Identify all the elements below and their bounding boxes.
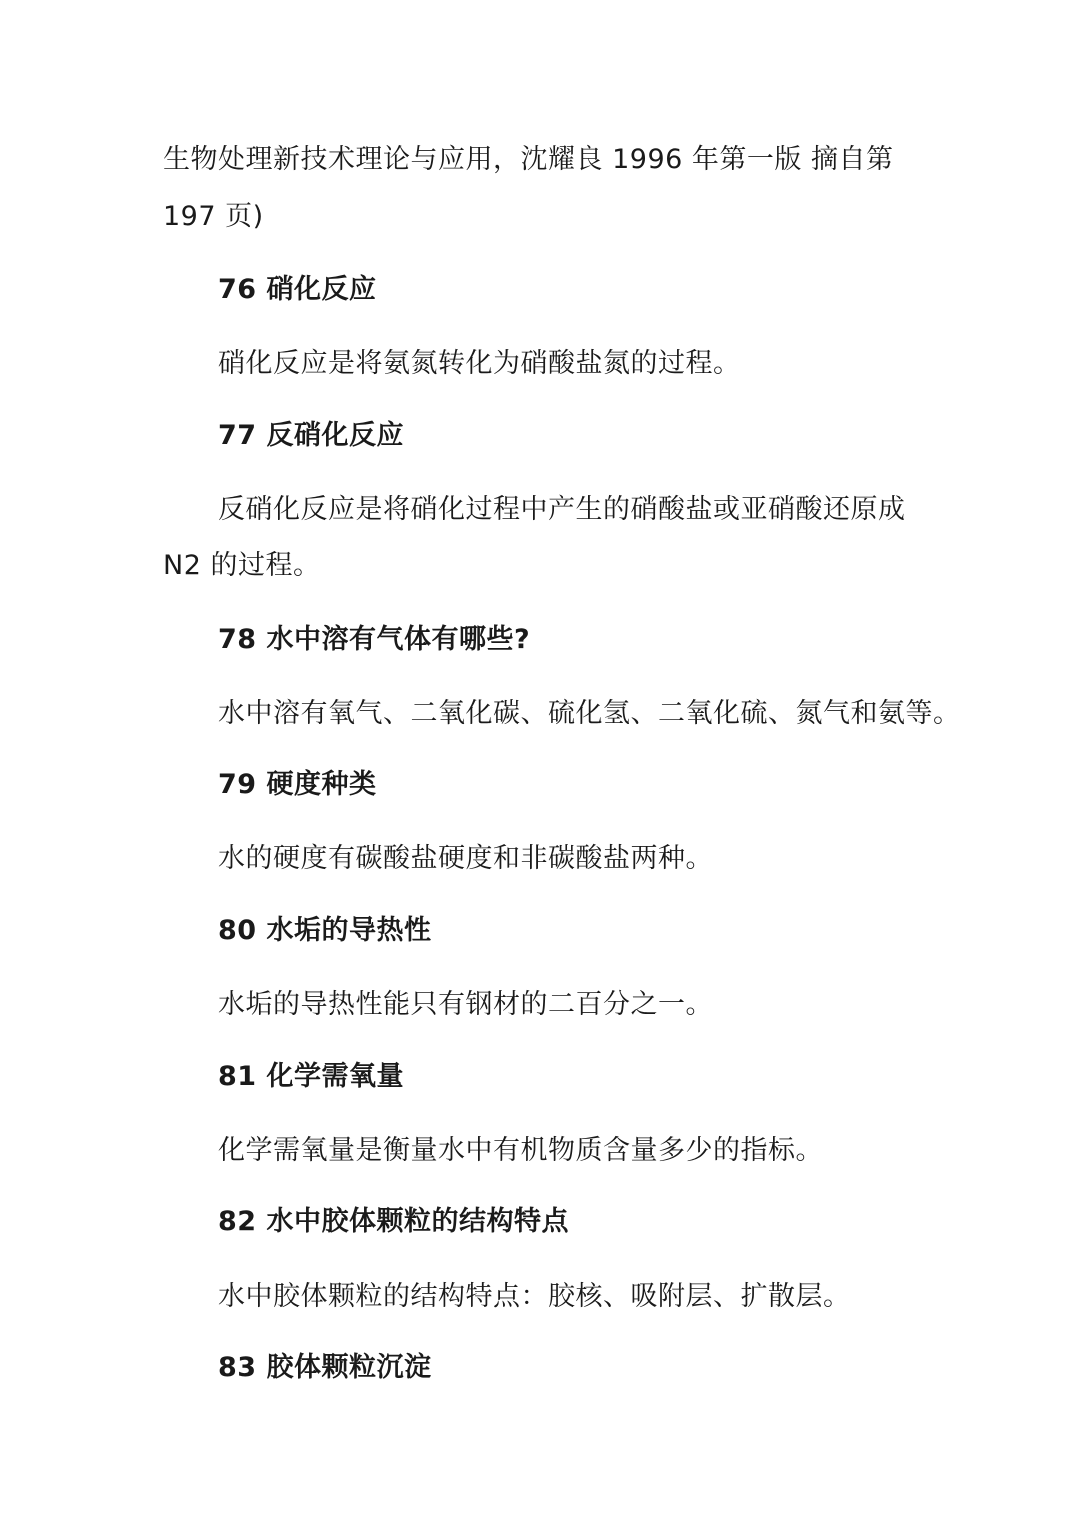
body-76: 硝化反应是将氨氮转化为硝酸盐氮的过程。 xyxy=(218,348,741,379)
heading-78: 78 水中溶有气体有哪些? xyxy=(218,624,531,655)
intro-line-1: 生物处理新技术理论与应用，沈耀良 1996 年第一版 摘自第 xyxy=(163,144,894,175)
body-80: 水垢的导热性能只有钢材的二百分之一。 xyxy=(218,989,713,1020)
heading-79: 79 硬度种类 xyxy=(218,769,377,800)
body-78: 水中溶有氧气、二氧化碳、硫化氢、二氧化硫、氮气和氨等。 xyxy=(218,698,961,729)
body-79: 水的硬度有碳酸盐硬度和非碳酸盐两种。 xyxy=(218,843,713,874)
body-77-line-2: N2 的过程。 xyxy=(163,550,321,581)
body-81: 化学需氧量是衡量水中有机物质含量多少的指标。 xyxy=(218,1135,823,1166)
body-77-line-1: 反硝化反应是将硝化过程中产生的硝酸盐或亚硝酸还原成 xyxy=(218,494,906,525)
heading-76: 76 硝化反应 xyxy=(218,274,377,305)
heading-80: 80 水垢的导热性 xyxy=(218,915,432,946)
heading-83: 83 胶体颗粒沉淀 xyxy=(218,1352,432,1383)
heading-77: 77 反硝化反应 xyxy=(218,420,404,451)
body-82: 水中胶体颗粒的结构特点：胶核、吸附层、扩散层。 xyxy=(218,1281,851,1312)
heading-81: 81 化学需氧量 xyxy=(218,1061,404,1092)
heading-82: 82 水中胶体颗粒的结构特点 xyxy=(218,1206,569,1237)
intro-line-2: 197 页) xyxy=(163,201,264,232)
